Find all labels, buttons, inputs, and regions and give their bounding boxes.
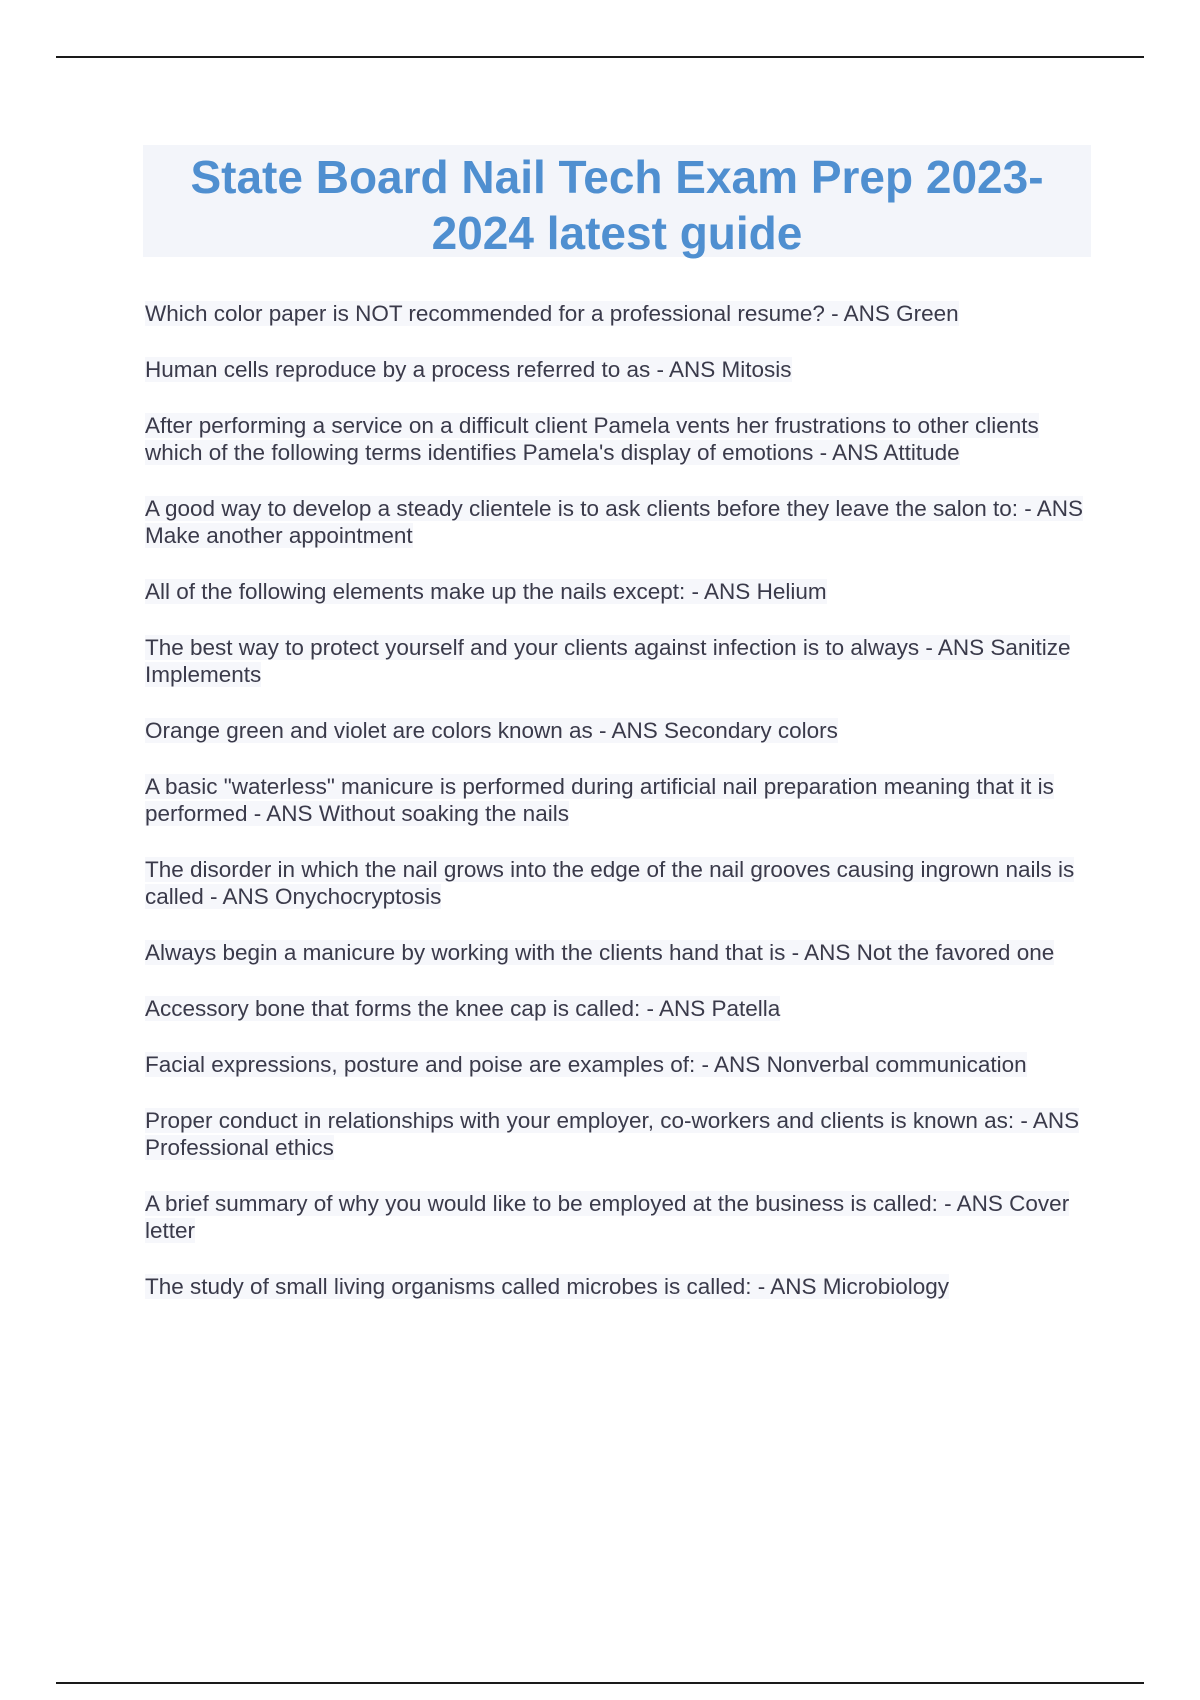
qa-text: A basic "waterless" manicure is performed during artificial nail preparation meaning that it is performed - ANS Without soaking the nails — [145, 774, 1054, 826]
qa-text: Always begin a manicure by working with the clients hand that is - ANS Not the favored one — [145, 940, 1055, 965]
qa-item — [145, 939, 1095, 966]
qa-item — [145, 1190, 1095, 1244]
qa-item — [145, 300, 1095, 327]
qa-text: The disorder in which the nail grows into the edge of the nail grooves causing ingrown nails is called - ANS Onychocryptosis — [145, 857, 1075, 909]
qa-list — [145, 300, 1095, 1329]
qa-text: The study of small living organisms called microbes is called: - ANS Microbiology — [145, 1274, 950, 1299]
qa-text: A brief summary of why you would like to be employed at the business is called: - ANS Cover letter — [145, 1191, 1070, 1243]
qa-item — [145, 995, 1095, 1022]
qa-text: Proper conduct in relationships with your employer, co-workers and clients is known as: - ANS Professional ethics — [145, 1108, 1080, 1160]
qa-item — [145, 1273, 1095, 1300]
qa-item — [145, 412, 1095, 466]
qa-item — [145, 634, 1095, 688]
qa-item — [145, 356, 1095, 383]
qa-text: Facial expressions, posture and poise are examples of: - ANS Nonverbal communication — [145, 1052, 1027, 1077]
qa-item — [145, 773, 1095, 827]
bottom-rule — [56, 1682, 1144, 1684]
qa-text: Human cells reproduce by a process referred to as - ANS Mitosis — [145, 357, 792, 382]
qa-item — [145, 578, 1095, 605]
document-title: State Board Nail Tech Exam Prep 2023-2024 latest guide — [190, 151, 1044, 259]
qa-text: A good way to develop a steady clientele is to ask clients before they leave the salon to: - ANS Make another appointment — [145, 496, 1084, 548]
qa-item — [145, 1051, 1095, 1078]
qa-text: Which color paper is NOT recommended for a professional resume? - ANS Green — [145, 301, 959, 326]
top-rule — [56, 56, 1144, 58]
qa-text: Orange green and violet are colors known as - ANS Secondary colors — [145, 718, 838, 743]
qa-item — [145, 1107, 1095, 1161]
qa-item — [145, 856, 1095, 910]
qa-text: Accessory bone that forms the knee cap is called: - ANS Patella — [145, 996, 781, 1021]
qa-item — [145, 717, 1095, 744]
qa-text: The best way to protect yourself and your clients against infection is to always - ANS Sanitize Implements — [145, 635, 1071, 687]
qa-text: After performing a service on a difficult client Pamela vents her frustrations to other clients which of the following terms identifies Pamela's display of emotions - ANS Attitude — [145, 413, 1039, 465]
qa-item — [145, 495, 1095, 549]
qa-text: All of the following elements make up the nails except: - ANS Helium — [145, 579, 827, 604]
title-box — [143, 145, 1091, 257]
